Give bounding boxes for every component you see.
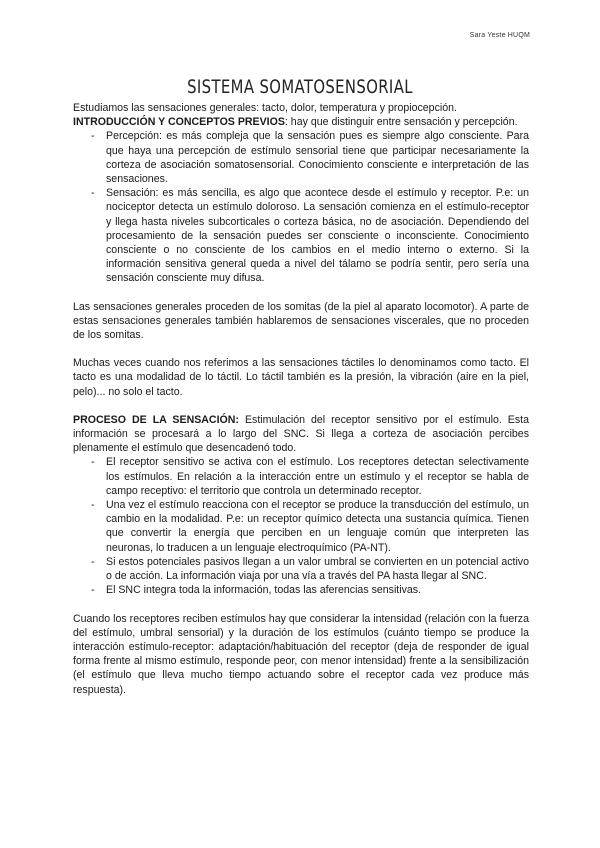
proceso-heading: PROCESO DE LA SENSACIÓN:: [73, 413, 239, 426]
list-item-sensacion: - Sensación: es más sencilla, es algo que acontece desde el estímulo y receptor. P.e: un nociceptor detecta un estímulo doloroso. La sensación comienza en el estímulo-receptor y llega hasta niveles subcorticales o corteza básica, no de asociación. Dependiendo del procesamiento de la sensación puedes ser consciente o inconsciente. Conocimiento consciente o no consciente de los cambios en el medio interno o externo. Si la información sensitiva general queda a nivel del tálamo se podría sentir, pero sería una sensación consciente muy difusa.: [73, 186, 529, 285]
list-item-potenciales: - Si estos potenciales pasivos llegan a un valor umbral se convierten en un potencial activo o de acción. La información viaja por una vía a través del PA hasta llegar al SNC.: [73, 555, 529, 583]
document-title: SISTEMA SOMATOSENSORIAL: [187, 76, 413, 98]
intro-paragraph: [73, 115, 529, 129]
paragraph-somitas: Las sensaciones generales proceden de los somitas (de la piel al aparato locomotor). A parte de estas sensaciones generales también hablaremos de sensaciones viscerales, que no proceden de los somitas.: [73, 300, 529, 342]
intro-list: [73, 129, 529, 285]
intro-heading-rest: : hay que distinguir entre sensación y percepción.: [284, 116, 518, 129]
list-item-receptor: - El receptor sensitivo se activa con el estímulo. Los receptores detectan selectivamente los estímulos. En relación a la interacción entre un estímulo y el receptor se habla de campo receptivo: el territorio que controla un determinado receptor.: [73, 455, 529, 498]
intro-heading: INTRODUCCIÓN Y CONCEPTOS PREVIOS: [73, 116, 285, 129]
proceso-heading-rest: Estimulación del receptor sensitivo por el estímulo. Esta información se procesará a lo largo del SNC. Si llega a corteza de asociación percibes plenamente el estímulo que desencadenó todo.: [73, 413, 529, 455]
paragraph-tacto: Muchas veces cuando nos referimos a las sensaciones táctiles lo denominamos como tacto. El tacto es una modalidad de lo táctil. Lo táctil también es la presión, la vibración (aire en la piel, pelo)... no solo el tacto.: [73, 357, 529, 398]
list-item-snc: - El SNC integra toda la información, todas las aferencias sensitivas.: [73, 583, 529, 597]
list-item-percepcion: - Percepción: es más compleja que la sensación pues es siempre algo consciente. Para que haya una percepción de estímulo sensorial tiene que participar necesariamente la corteza de asociación somatosensorial. Conocimiento consciente e interpretación de las sensaciones.: [73, 129, 529, 186]
author-header: Sara Yeste HUQM: [469, 32, 530, 39]
proceso-paragraph: [73, 413, 529, 456]
proceso-list: [73, 455, 529, 597]
document-body: [73, 101, 529, 697]
paragraph-intensidad: Cuando los receptores reciben estímulos hay que considerar la intensidad (relación con la fuerza del estímulo, umbral sensorial) y la duración de los estímulos (cuánto tiempo se produce la interacción estímulo-receptor: adaptación/habituación del receptor (deja de responder de igual forma frente al mismo estímulo, responde peor, con menor intensidad) frente a la sensibilización (el estímulo que lleva mucho tiempo actuando sobre el receptor cada vez produce más respuesta).: [73, 612, 529, 696]
list-item-transduccion: - Una vez el estímulo reacciona con el receptor se produce la transducción del estímulo, un cambio en la modalidad. P.e: un receptor químico detecta una sustancia química. Tienen que convertir la energía que perciben en un lenguaje común que interpreten las neuronas, lo traducen a un lenguaje electroquímico (PA-NT).: [73, 498, 529, 555]
intro-line: Estudiamos las sensaciones generales: tacto, dolor, temperatura y propiocepción.: [73, 102, 457, 114]
